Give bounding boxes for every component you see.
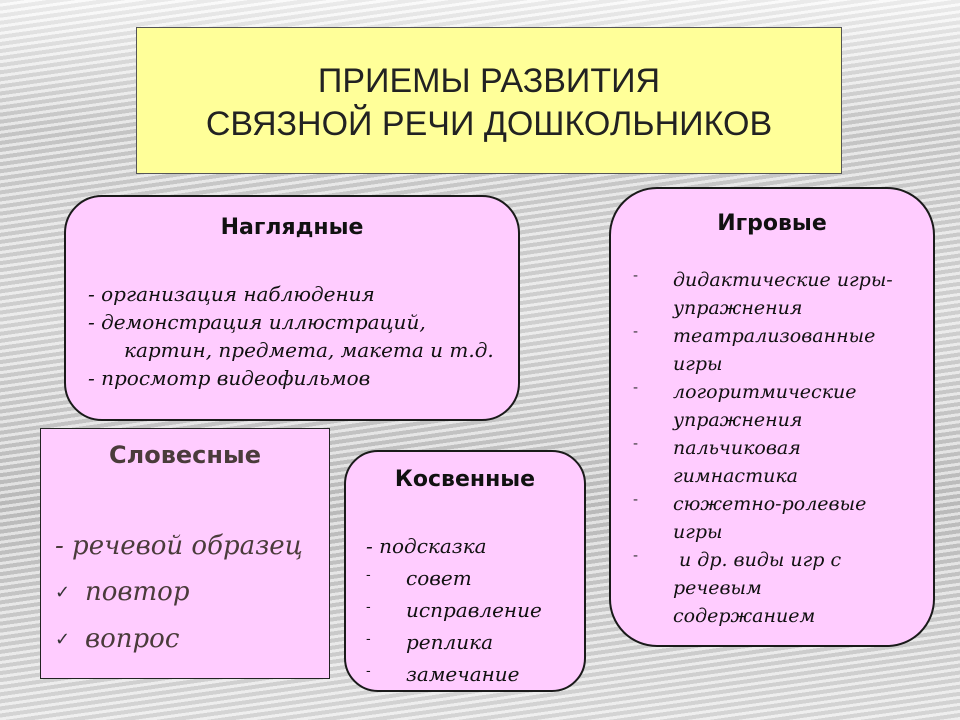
visual-heading: Наглядные <box>220 215 364 240</box>
game-heading: Игровые <box>717 211 827 236</box>
visual-item: картин, предмета, макета и т.д. <box>124 338 494 362</box>
bullet-marker: - <box>633 380 639 396</box>
check-icon: ✓ <box>55 582 71 603</box>
bullet-marker: - <box>366 632 371 647</box>
visual-list <box>88 280 494 392</box>
bullet-marker: - <box>633 268 639 284</box>
title-line-2: СВЯЗНОЙ РЕЧИ ДОШКОЛЬНИКОВ <box>205 105 773 143</box>
indirect-item: - реплика <box>366 625 542 657</box>
visual-item: - организация наблюдения <box>88 282 375 306</box>
game-methods-box <box>609 187 935 647</box>
indirect-item: - совет <box>366 561 542 593</box>
title-line-1: ПРИЕМЫ РАЗВИТИЯ <box>317 62 661 100</box>
bullet-marker: - <box>366 664 371 679</box>
game-item: - логоритмические упражнения <box>611 378 893 434</box>
bullet-marker: - <box>633 324 639 340</box>
visual-item: - демонстрация иллюстраций, <box>88 310 426 334</box>
game-item: - пальчиковая гимнастика <box>611 434 893 490</box>
title-box <box>136 27 842 174</box>
bullet-marker: - <box>366 568 371 583</box>
verbal-list <box>55 523 303 663</box>
indirect-item: - подсказка <box>366 534 487 558</box>
visual-methods-box <box>64 195 520 421</box>
indirect-methods-box <box>344 450 586 692</box>
game-item: - и др. виды игр с речевым содержанием <box>611 546 893 630</box>
check-icon: ✓ <box>55 629 71 650</box>
verbal-item: - речевой образец <box>55 531 303 561</box>
game-item: - дидактические игры- упражнения <box>611 266 893 322</box>
verbal-item: ✓ повтор <box>55 569 303 616</box>
verbal-heading: Словесные <box>109 441 261 469</box>
bullet-marker: - <box>633 492 639 508</box>
indirect-list <box>366 531 542 689</box>
verbal-methods-box <box>40 428 330 679</box>
bullet-marker: - <box>633 548 639 564</box>
game-list <box>611 266 893 630</box>
verbal-item: ✓ вопрос <box>55 616 303 663</box>
visual-item: - просмотр видеофильмов <box>88 366 371 390</box>
game-item: - театрализованные игры <box>611 322 893 378</box>
indirect-item: - замечание <box>366 657 542 689</box>
bullet-marker: - <box>633 436 639 452</box>
game-item: - сюжетно-ролевые игры <box>611 490 893 546</box>
bullet-marker: - <box>366 600 371 615</box>
indirect-item: - исправление <box>366 593 542 625</box>
indirect-heading: Косвенные <box>394 467 536 492</box>
